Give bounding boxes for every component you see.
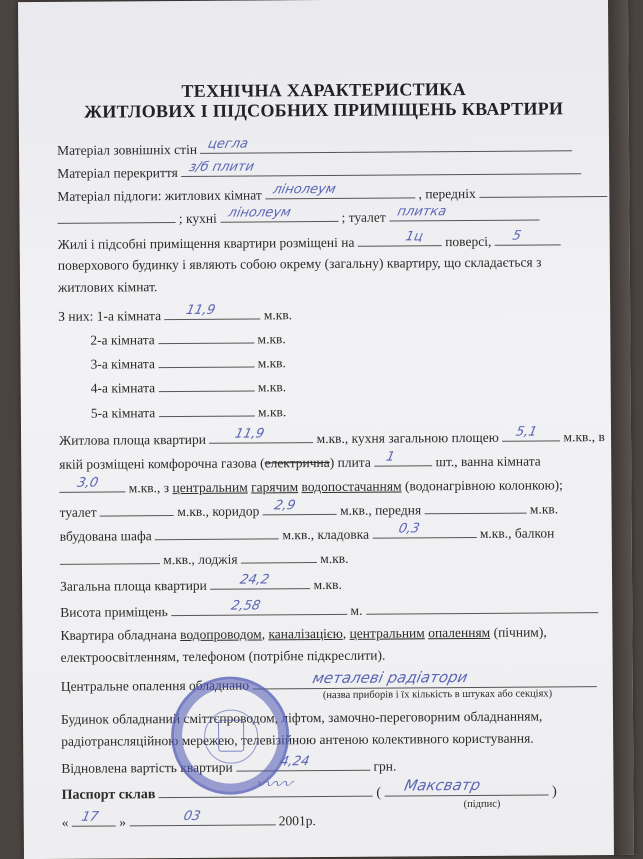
front-label: , передніх <box>418 185 476 202</box>
stove-strike: електрична <box>264 454 330 471</box>
room2-row <box>90 328 286 348</box>
rooms-row: житлових кімнат. <box>57 279 158 295</box>
bath-value: 3,0 <box>75 475 100 491</box>
living-area-label: Житлова площа квартири <box>59 431 206 448</box>
bath-row <box>59 474 563 497</box>
kitchen-value: лінолеум <box>226 205 292 221</box>
heating-field <box>252 667 596 689</box>
toilet-corridor-row <box>59 498 558 520</box>
equipped-stove: (пічним), <box>493 624 547 640</box>
kitchen-area-field <box>502 426 560 441</box>
paper-edge <box>608 0 634 855</box>
walls-row <box>57 136 572 159</box>
balcony-label: м.кв., балкон <box>479 525 555 541</box>
bath-water: водопостачанням <box>301 478 402 495</box>
floor-num-value: 1ц <box>404 229 425 245</box>
loggia-label: м.кв., лоджія <box>163 551 238 568</box>
equipped-central: центральним <box>349 625 425 641</box>
located-row <box>58 230 561 253</box>
room4-field <box>158 376 254 392</box>
signature-scribble: 〰〰 <box>252 774 294 796</box>
trident-icon <box>218 720 244 752</box>
floor-rooms-field <box>265 183 415 199</box>
date-year: 2001р. <box>278 813 316 829</box>
ceiling-value: з/б плити <box>187 159 256 175</box>
passport-label: Паспорт склав <box>61 787 156 803</box>
total-area-unit: м.кв. <box>313 576 342 593</box>
height-row <box>60 598 598 621</box>
room5-row <box>91 401 287 421</box>
floors-total-field <box>495 230 561 245</box>
height-label: Висота приміщень <box>60 604 168 620</box>
floor-label: Матеріал підлоги: житлових кімнат <box>57 187 262 204</box>
room5-field <box>159 401 255 417</box>
floor-num-field <box>358 231 442 247</box>
signature-hint: (підпис) <box>463 798 501 811</box>
toilet-field <box>389 205 539 221</box>
room4-unit: м.кв. <box>257 379 287 395</box>
stove-field <box>374 451 432 466</box>
document-title-line1: ТЕХНІЧНА ХАРАКТЕРИСТИКА <box>181 79 466 101</box>
kitchen-field <box>220 207 338 223</box>
ceiling-label: Матеріал перекриття <box>57 165 178 181</box>
living-area-row <box>59 426 605 449</box>
floors-total-value: 5 <box>511 228 523 244</box>
room4-row <box>91 376 287 396</box>
wardrobe-label: вбудована шафа <box>59 528 152 544</box>
walls-field <box>200 136 572 154</box>
toilet-value: плитка <box>395 204 448 220</box>
loggia-row <box>60 548 349 569</box>
date-month-field <box>129 810 275 826</box>
stove-text-a: якій розміщені комфорочна газова ( <box>59 455 265 472</box>
equipped-label: Квартира обладнана <box>60 627 177 643</box>
kitchen-area-label: м.кв., кухня загальною площею <box>316 429 499 447</box>
stove-text-b: ) плита <box>329 454 371 470</box>
floor-rooms-value: лінолеум <box>271 181 337 198</box>
floor-row <box>57 182 607 205</box>
room2-label: 2-а кімната <box>90 332 155 348</box>
hall-label: м.кв., передня <box>340 502 422 518</box>
height-field <box>171 600 347 616</box>
living-area-field <box>209 428 313 444</box>
living-area-value: 11,9 <box>233 426 266 442</box>
room1-label: З них: 1-а кімната <box>58 308 162 324</box>
date-month: 03 <box>181 808 202 825</box>
wardrobe-field <box>155 524 279 540</box>
stove-suffix: шт., ванна кімната <box>435 453 541 470</box>
room5-label: 5-а кімната <box>90 405 156 421</box>
loggia-unit: м.кв. <box>320 550 349 567</box>
heating-hint: (назва приборів і їх кількість в штуках або секціях) <box>322 688 553 702</box>
room1-field <box>164 304 260 320</box>
bath-central: центральним <box>172 479 248 496</box>
document-page <box>18 0 634 859</box>
ceiling-row <box>57 159 581 182</box>
room2-field <box>158 328 254 344</box>
bath-field <box>59 477 125 492</box>
stove-row <box>59 450 541 472</box>
building-equip-row2: радіотрансляційною мережею, телевізійною антеною колективного користування. <box>61 730 534 749</box>
walls-label: Матеріал зовнішніх стін <box>56 141 198 158</box>
kitchen-area-suffix: м.кв., в <box>563 429 605 445</box>
kitchen-area-value: 5,1 <box>514 424 539 440</box>
hall-field <box>424 499 526 515</box>
room2-unit: м.кв. <box>257 331 286 347</box>
building-row: поверхового будинку і являють собою окрему (загальну) квартиру, що складається з <box>57 254 542 273</box>
total-area-label: Загальна площа квартири <box>60 577 207 594</box>
equipped-water: водопроводом <box>180 626 262 643</box>
wardrobe-row <box>60 522 555 544</box>
kitchen-toilet-row <box>57 205 539 227</box>
date-row <box>62 810 316 831</box>
bath-hot: гарячим <box>251 479 299 495</box>
room3-row <box>90 352 286 372</box>
equipped-sewer: каналізацією <box>268 625 343 642</box>
room1-unit: м.кв. <box>263 307 293 323</box>
hall-unit: м.кв. <box>529 501 559 517</box>
height-value: 2,58 <box>229 598 262 614</box>
room3-unit: м.кв. <box>257 355 286 371</box>
loggia-field <box>241 548 317 564</box>
date-open-quote: « <box>61 814 69 830</box>
corridor-value: 2,9 <box>273 498 297 514</box>
heating-label: Центральне опалення обладнано <box>60 677 250 694</box>
equipped-row2: електроосвітленням, телефоном (потрібне підкреслити). <box>60 647 386 665</box>
pantry-field <box>372 523 476 539</box>
restored-label: Відновлена вартість квартири <box>61 759 233 776</box>
height-extra-field <box>366 598 598 615</box>
toilet-label: ; туалет <box>341 209 386 225</box>
restored-value: 4,24 <box>278 754 311 770</box>
total-area-field <box>210 574 310 590</box>
total-area-value: 24,2 <box>238 572 271 588</box>
toilet2-label: туалет <box>59 504 97 520</box>
pantry-value: 0,3 <box>396 521 421 537</box>
room3-field <box>158 352 254 368</box>
floor-suffix: поверсі, <box>445 233 492 250</box>
balcony-field <box>60 549 160 565</box>
bath-text-a: м.кв., з <box>128 480 170 496</box>
equipped-heating: опаленням <box>428 624 491 641</box>
height-unit: м. <box>350 602 363 618</box>
room5-unit: м.кв. <box>257 404 287 420</box>
heating-value: металеві радіатори <box>310 667 469 688</box>
toilet2-field <box>100 501 174 517</box>
walls-value: цегла <box>206 136 250 152</box>
stove-value: 1 <box>384 449 396 465</box>
signer-field <box>384 775 548 796</box>
front-field-cont <box>57 208 175 224</box>
ceiling-field <box>181 159 581 177</box>
room1-value: 11,9 <box>184 302 217 318</box>
document-title-line2: ЖИТЛОВИХ І ПІДСОБНИХ ПРИМІЩЕНЬ КВАРТИРИ <box>84 98 564 122</box>
corridor-field <box>263 500 337 516</box>
room4-label: 4-а кімната <box>90 380 156 396</box>
building-equip-row: Будинок обладнаний сміттєпроводом, ліфтом, замочно-переговорним обладнанням, <box>60 708 543 727</box>
corridor-label: м.кв., коридор <box>177 503 260 520</box>
date-day-field <box>72 811 116 826</box>
passport-row: Паспорт склав ( Максватр ) <box>61 775 557 803</box>
located-label: Жилі і підсобні приміщення квартири розміщені на <box>57 234 355 252</box>
total-area-row <box>60 574 342 595</box>
pantry-label: м.кв., кладовка <box>282 526 370 543</box>
signer-name: Максватр <box>402 775 483 795</box>
kitchen-label: ; кухні <box>178 210 217 227</box>
bath-text-b: (водонагрівною колонкою); <box>404 477 563 494</box>
restored-currency: грн. <box>373 758 397 774</box>
date-close-quote: » <box>119 814 127 830</box>
room3-label: 3-а кімната <box>90 356 155 372</box>
room1-row <box>58 304 292 325</box>
date-day: 17 <box>80 809 100 825</box>
front-field <box>479 182 607 198</box>
equipped-row: Квартира обладнана водопроводом, каналізацією, центральним опаленням (пічним), <box>60 624 547 643</box>
